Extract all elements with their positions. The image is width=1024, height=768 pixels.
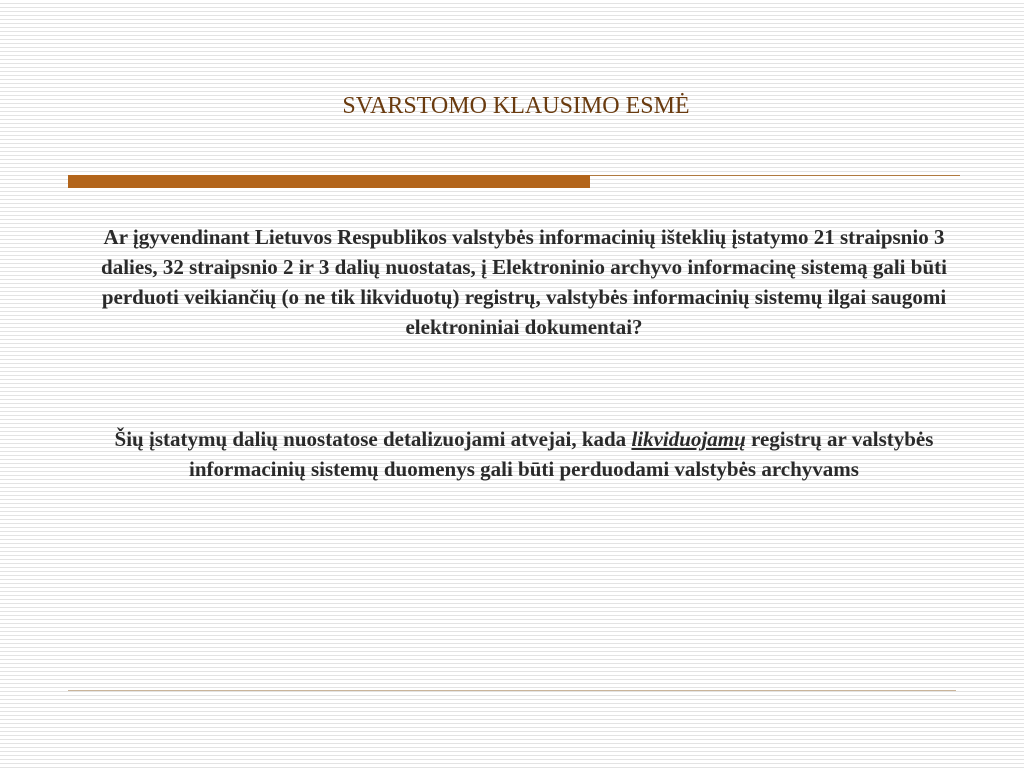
- emphasized-word: likviduojamų: [631, 427, 746, 451]
- explanation-text-start: Šių įstatymų dalių nuostatose detalizuojami atvejai, kada: [114, 427, 632, 451]
- footer-divider-line: [68, 690, 956, 691]
- explanation-text-end: registrų ar valstybės informacinių sistemų duomenys gali būti perduodami valstybės archyvams: [189, 427, 934, 481]
- title-accent-bar: [68, 175, 590, 188]
- explanation-paragraph: [80, 424, 968, 484]
- question-paragraph: Ar įgyvendinant Lietuvos Respublikos valstybės informacinių išteklių įstatymo 21 straipsnio 3 dalies, 32 straipsnio 2 ir 3 dalių nuostatas, į Elektroninio archyvo informacinę sistemą gali būti perduoti veikiančių (o ne tik likviduotų) registrų, valstybės informacinių sistemų ilgai saugomi elektroniniai dokumentai?: [101, 225, 947, 339]
- slide-title: SVARSTOMO KLAUSIMO ESMĖ: [342, 93, 690, 119]
